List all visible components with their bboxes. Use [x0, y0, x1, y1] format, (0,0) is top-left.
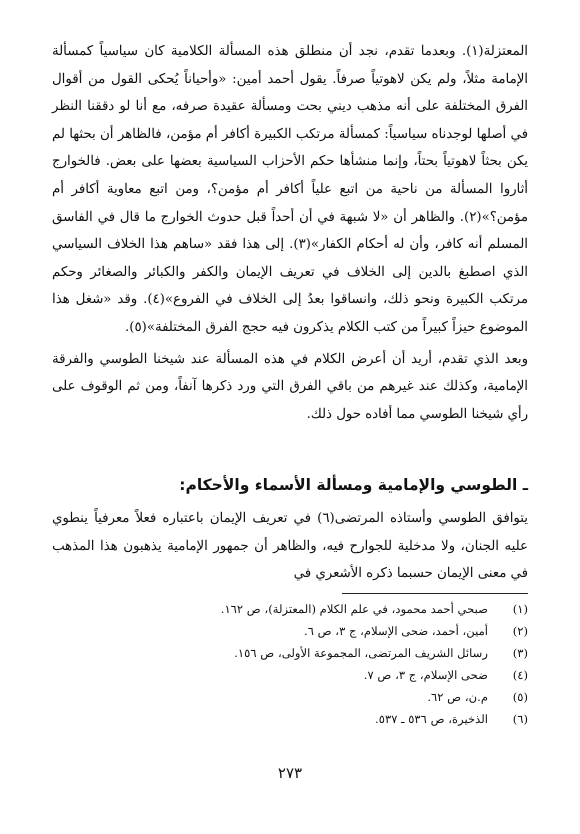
- footnote-item: [52, 620, 528, 642]
- main-text-continued: [52, 505, 528, 588]
- footnote-number: (٢): [512, 624, 528, 638]
- footnote-number: (٦): [512, 712, 528, 726]
- footnote-number: (٣): [512, 646, 528, 660]
- main-text: [52, 38, 528, 428]
- footnote-item: [52, 708, 528, 730]
- footnote-text: أمين، أحمد، ضحى الإسلام، ج ٣، ص ٦.: [304, 624, 488, 638]
- footnotes-list: [52, 598, 528, 730]
- footnote-item: [52, 664, 528, 686]
- footnote-number: (٤): [512, 668, 528, 682]
- footnote-item: [52, 598, 528, 620]
- paragraph-3: يتوافق الطوسي وأستاذه المرتضى(٦) في تعريف الإيمان باعتباره فعلاً معرفياً ينطوي عليه الجنان، ولا مدخلية للجوارح فيه، والظاهر أن جمهور الإمامية يذهبون هذا المذهب في معنى الإيمان حسبما ذكره الأشعري في: [52, 511, 528, 582]
- page-number: ٢٧٣: [277, 764, 303, 782]
- footnote-number: (٥): [512, 690, 528, 704]
- footnote-item: [52, 686, 528, 708]
- footnote-text: صبحي أحمد محمود، في علم الكلام (المعتزلة)، ص ١٦٢.: [220, 602, 488, 616]
- footnote-text: رسائل الشريف المرتضى، المجموعة الأولى، ص ١٥٦.: [234, 646, 488, 660]
- paragraph-2: وبعد الذي تقدم، أريد أن أعرض الكلام في هذه المسألة عند شيخنا الطوسي والفرقة الإمامية، وكذلك عند غيرهم من باقي الفرق التي ورد ذكرها آنفاً، ومن ثم الوقوف على رأي شيخنا الطوسي مما أفاده حول ذلك.: [52, 351, 528, 422]
- footnote-item: [52, 642, 528, 664]
- footnote-text: م.ن، ص ٦٢.: [427, 690, 488, 704]
- footnote-number: (١): [512, 602, 528, 616]
- footnote-text: الذخيرة، ص ٥٣٦ ـ ٥٣٧.: [375, 712, 488, 726]
- footnote-divider: [342, 593, 528, 594]
- footnote-text: ضحى الإسلام، ج ٣، ص ٧.: [363, 668, 488, 682]
- paragraph-1: المعتزلة(١). وبعدما تقدم، نجد أن منطلق هذه المسألة الكلامية كان سياسياً كمسألة الإمامة مثلاً، ولم يكن لاهوتياً صرفاً. يقول أحمد أمين: «وأحياناً يُحكى القول من أقوال الفرق المختلفة على أنه مذهب ديني بحت ومسألة عقيدة صرفه، مع أنا لو دققنا النظر في أصلها لوجدناه سياسياً: كمسألة مرتكب الكبيرة أكافر أم مؤمن، فالظاهر أن بحثها لم يكن بحثاً لاهوتياً بحتاً، وإنما منشأها حكم الأحزاب السياسية بعضها على بعض. فالخوارج أثاروا المسألة من ناحية من اتبع علياً أكافر أم مؤمن؟، ومن اتبع معاوية أكافر أم مؤمن؟»(٢). والظاهر أن «لا شبهة في أن أحداً قبل حدوث الخوارج ما قال في الفاسق المسلم أنه كافر، وأن له أحكام الكفار»(٣). إلى هذا فقد «ساهم هذا الخلاف السياسي الذي اصطبغ بالدين إلى الخلاف في تعريف الإيمان والكفر والكبائر والصغائر وحكم مرتكب الكبيرة ونحو ذلك، وانساقوا بعدُ إلى الخلاف في الفروع»(٤). وقد «شغل هذا الموضوع حيزاً كبيراً من كتب الكلام يذكرون فيه حجج الفرق المختلفة»(٥).: [52, 44, 528, 335]
- section-heading: ـ الطوسي والإمامية ومسألة الأسماء والأحكام:: [179, 476, 528, 494]
